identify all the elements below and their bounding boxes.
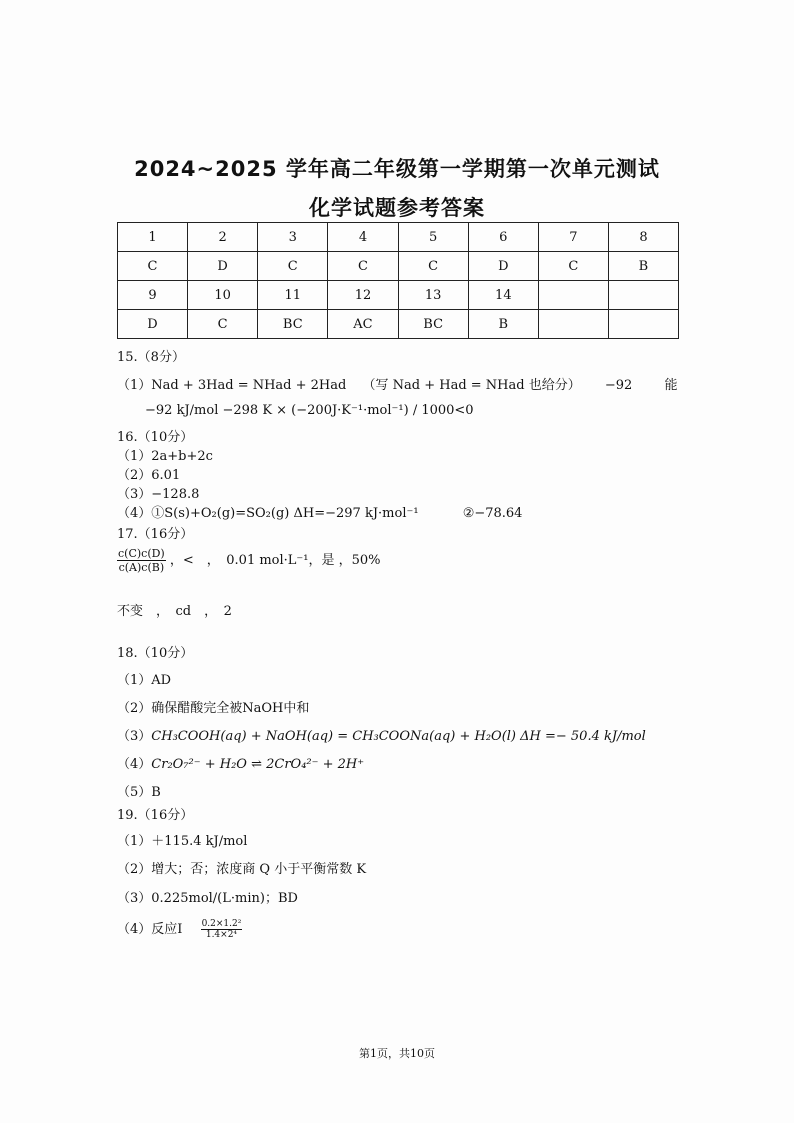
q17-header: 17.（16分） bbox=[117, 527, 194, 542]
answer-cell: C bbox=[188, 310, 258, 339]
answer-cell: D bbox=[468, 252, 538, 281]
answer-cell: 5 bbox=[398, 223, 468, 252]
answer-cell: 1 bbox=[118, 223, 188, 252]
answer-cell: 13 bbox=[398, 281, 468, 310]
answer-cell: C bbox=[328, 252, 398, 281]
q16-line-1: （1）2a+b+2c bbox=[117, 449, 213, 464]
answer-cell: 12 bbox=[328, 281, 398, 310]
answer-choice-row bbox=[118, 252, 679, 281]
answer-cell: 8 bbox=[608, 223, 678, 252]
q17-line-1 bbox=[117, 547, 381, 574]
q17-frac-num: c(C)c(D) bbox=[118, 547, 165, 560]
q19-l4-prefix: （4）反应I bbox=[117, 922, 183, 937]
q19-line-1: （1）＋115.4 kJ/mol bbox=[117, 834, 248, 849]
answer-cell: C bbox=[118, 252, 188, 281]
page-footer: 第1页，共10页 bbox=[359, 1047, 435, 1060]
q16-header: 16.（10分） bbox=[117, 430, 194, 445]
q19-frac-den: 1.4×2⁴ bbox=[205, 930, 238, 940]
q15-line-1 bbox=[117, 374, 677, 393]
answer-number-row bbox=[118, 223, 679, 252]
answer-cell bbox=[538, 310, 608, 339]
answer-cell: 10 bbox=[188, 281, 258, 310]
q15-l1-note: （写 Nad + Had = NHad 也给分） bbox=[362, 378, 581, 393]
q15-l1-val: −92 bbox=[604, 378, 633, 393]
answer-cell bbox=[608, 281, 678, 310]
q18-l3-prefix: （3） bbox=[117, 729, 152, 744]
q16-l4b: ②−78.64 bbox=[462, 506, 523, 521]
q19-line-4 bbox=[117, 918, 242, 940]
q19-line-2: （2）增大；否；浓度商 Q 小于平衡常数 K bbox=[117, 862, 367, 877]
q17-l1-rest: ，< ， 0.01 mol·L⁻¹，是 ，50% bbox=[169, 553, 381, 568]
answer-cell: 9 bbox=[118, 281, 188, 310]
q16-line-3: （3）−128.8 bbox=[117, 487, 200, 502]
answer-cell: 2 bbox=[188, 223, 258, 252]
answer-cell: D bbox=[188, 252, 258, 281]
answer-cell: 14 bbox=[468, 281, 538, 310]
q15-l1-word: 能 bbox=[664, 378, 678, 393]
answer-cell: C bbox=[538, 252, 608, 281]
answer-cell: 7 bbox=[538, 223, 608, 252]
q18-line-2: （2）确保醋酸完全被NaOH中和 bbox=[117, 701, 310, 716]
q18-l4-eq: Cr₂O₇²⁻ + H₂O ⇌ 2CrO₄²⁻ + 2H⁺ bbox=[151, 757, 365, 772]
q18-line-3 bbox=[117, 725, 646, 744]
answer-number-row bbox=[118, 281, 679, 310]
answer-cell: 3 bbox=[258, 223, 328, 252]
q19-line-3: （3）0.225mol/(L·min)；BD bbox=[117, 891, 298, 906]
answer-cell: B bbox=[608, 252, 678, 281]
q18-l3-eq: CH₃COOH(aq) + NaOH(aq) = CH₃COONa(aq) + H₂O(l) ΔH =− 50.4 kJ/mol bbox=[151, 729, 646, 744]
q19-fraction bbox=[201, 919, 243, 940]
answer-cell: 11 bbox=[258, 281, 328, 310]
answer-cell: C bbox=[258, 252, 328, 281]
q16-l4a: （4）①S(s)+O₂(g)=SO₂(g) ΔH=−297 kJ·mol⁻¹ bbox=[117, 506, 419, 521]
q19-frac-num: 0.2×1.2² bbox=[201, 919, 242, 929]
q16-line-4 bbox=[117, 502, 522, 521]
q15-header: 15.（8分） bbox=[117, 350, 185, 365]
q17-fraction bbox=[117, 547, 166, 574]
q18-line-1: （1）AD bbox=[117, 673, 172, 688]
q19-header: 19.（16分） bbox=[117, 808, 194, 823]
answer-cell: C bbox=[398, 252, 468, 281]
title-line-2: 化学试题参考答案 bbox=[309, 196, 485, 220]
answer-cell: AC bbox=[328, 310, 398, 339]
q18-l4-prefix: （4） bbox=[117, 757, 152, 772]
answer-table bbox=[117, 222, 679, 339]
title-line-1: 2024~2025 学年高二年级第一学期第一次单元测试 bbox=[134, 157, 660, 181]
q15-l1-eq: Nad + 3Had = NHad + 2Had bbox=[151, 378, 347, 393]
q18-header: 18.（10分） bbox=[117, 646, 194, 661]
q17-frac-den: c(A)c(B) bbox=[118, 561, 165, 574]
q18-line-5: （5）B bbox=[117, 785, 161, 800]
answer-cell bbox=[538, 281, 608, 310]
answer-cell: 6 bbox=[468, 223, 538, 252]
answer-cell: D bbox=[118, 310, 188, 339]
answer-cell: BC bbox=[258, 310, 328, 339]
answer-cell: 4 bbox=[328, 223, 398, 252]
q16-line-2: （2）6.01 bbox=[117, 468, 181, 483]
answer-cell: B bbox=[468, 310, 538, 339]
q17-line-2: 不变 ， cd ， 2 bbox=[117, 604, 232, 619]
answer-cell bbox=[608, 310, 678, 339]
answer-cell: BC bbox=[398, 310, 468, 339]
answer-choice-row bbox=[118, 310, 679, 339]
q15-l1-prefix: （1） bbox=[117, 378, 152, 393]
q15-line-2: −92 kJ/mol −298 K × (−200J·K⁻¹·mol⁻¹) / 1000<0 bbox=[145, 403, 474, 418]
q18-line-4 bbox=[117, 753, 364, 772]
